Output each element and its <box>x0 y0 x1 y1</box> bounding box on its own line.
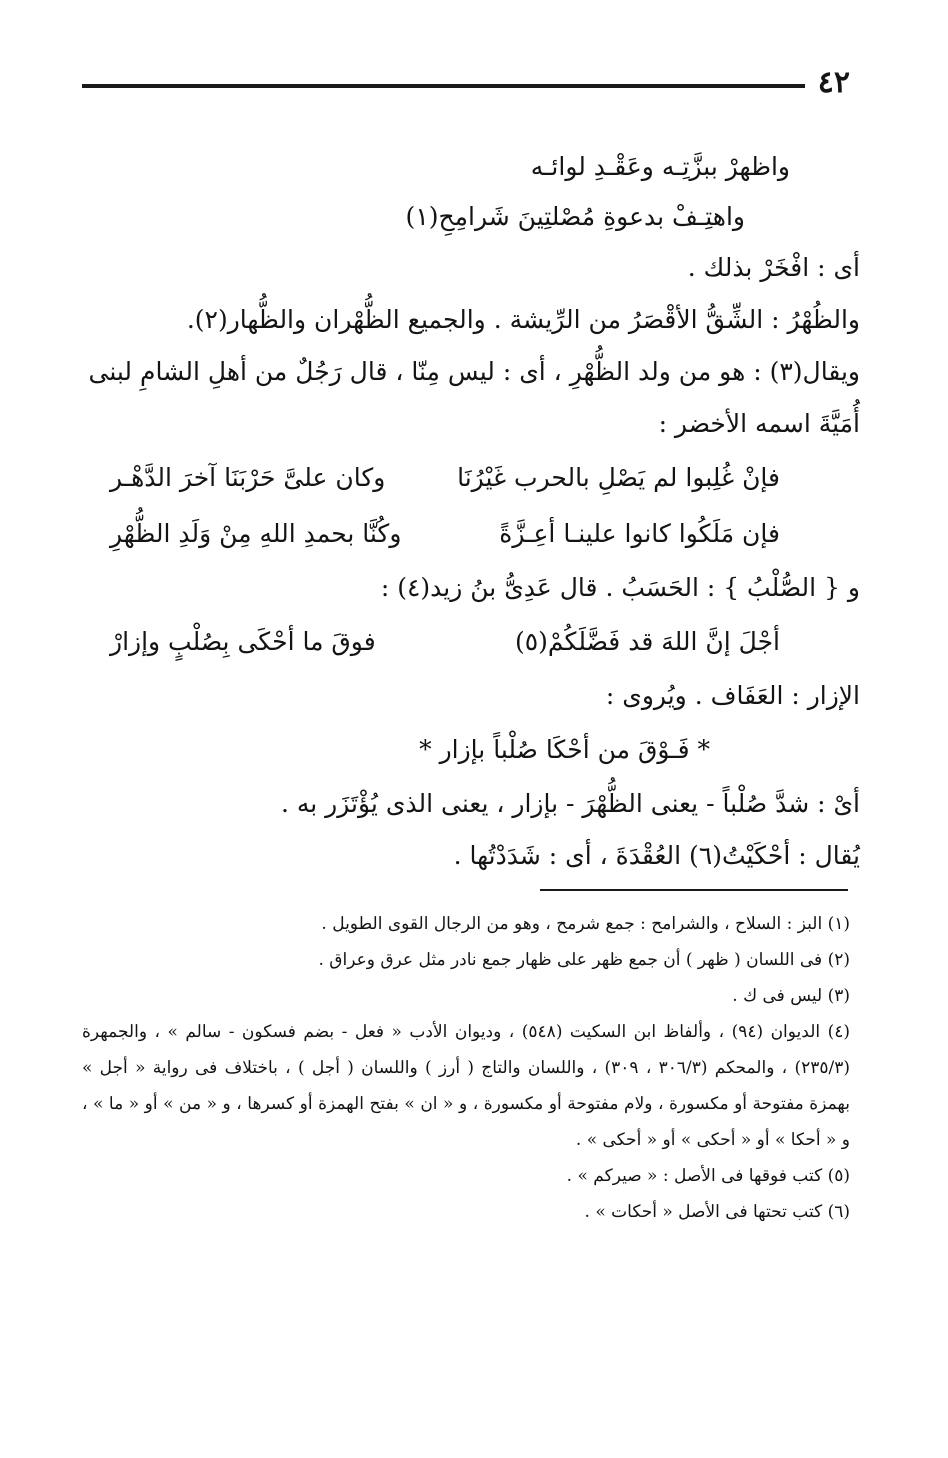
page-number: ٤٢ <box>817 65 850 100</box>
couplet-3-first-hemistich: أجْلَ إنَّ اللهَ قد فَضَّلَكُمْ(٥) <box>514 627 780 656</box>
couplet-3-second-hemistich: فوقَ ما أحْكَى بِصُلْبٍ وإزارْ <box>110 627 376 656</box>
poem-line-2: واهتِـفْ بدعوةِ مُصْلتِينَ شَرامِحِ(١) <box>405 202 745 231</box>
paragraph-5: الإزار : العَفَاف . ويُروى : <box>605 681 860 710</box>
couplet-2-second-hemistich: وكُنَّا بحمدِ اللهِ مِنْ وَلَدِ الظُّهْرِ <box>110 519 402 548</box>
couplet-2-first-hemistich: فإن مَلَكُوا كانوا علينـا أعِـزَّةً <box>499 519 780 548</box>
footnote-2: (٢) فى اللسان ( ظهر ) أن جمع ظهر على ظهار جمع نادر مثل عرق وعراق . <box>318 950 850 970</box>
couplet-3 <box>110 614 860 670</box>
paragraph-7: يُقال : أحْكَيْتُ(٦) العُقْدَةَ ، أى : شَدَدْتُها . <box>453 841 860 870</box>
poem-line-1: واظهرْ ببزَّتِـه وعَقْـدِ لوائـه <box>530 152 790 181</box>
couplet-2 <box>110 506 860 562</box>
paragraph-6: أىْ : شدَّ صُلْباً - يعنى الظُّهْرَ - بإزار ، يعنى الذى يُؤْتَزَر به . <box>280 789 860 818</box>
paragraph-2: والظُهْرُ : الشِّقُّ الأقْصَرُ من الرِّيشة . والجميع الظُّهْران والظُّهار(٢). <box>186 305 860 334</box>
couplet-1-second-hemistich: وكان علىَّ حَرْبَنَا آخرَ الدَّهْـر <box>110 463 386 492</box>
footnote-4: (٤) الديوان (٩٤) ، وألفاظ ابن السكيت (٥٤٨) ، وديوان الأدب « فعل - بضم فسكون - سالم » ، والجمهرة (٢٣٥/٣) ، والمحكم (٣٠٦/٣ ، ٣٠٩) ، واللسان والتاج ( أرز ) واللسان ( أجل ) ، باختلاف فى رواية « أجل » بهمزة مفتوحة أو مكسورة ، ولام مفتوحة أو مكسورة ، و « ان » بفتح الهمزة أو كسرها ، و « من » أو « ما » ، و « أحكا » أو « أحكى » أو « أحكى » . <box>82 1022 851 1150</box>
footnote-6: (٦) كتب تحتها فى الأصل « أحكات » . <box>584 1202 850 1222</box>
footnote-1: (١) البز : السلاح ، والشرامح : جمع شرمح ، وهو من الرجال القوى الطويل . <box>321 914 850 934</box>
paragraph-1: أى : افْخَرْ بذلك . <box>687 253 860 282</box>
footnote-3: (٣) ليس فى ك . <box>732 986 850 1006</box>
paragraph-4: و { الصُّلْبُ } : الحَسَبُ . قال عَدِىُّ بنُ زيد(٤) : <box>380 573 860 602</box>
single-verse: * فَـوْقَ من أحْكَا صُلْباً بإزار * <box>419 735 710 764</box>
paragraph-3-line-2: أُمَيَّةَ اسمه الأخضر : <box>658 409 860 438</box>
footnote-5: (٥) كتب فوقها فى الأصل : « صيركم » . <box>566 1166 850 1186</box>
footnotes <box>82 906 850 1230</box>
couplet-1-first-hemistich: فإنْ غُلِبوا لم يَصْلِ بالحرب غَيْرُنَا <box>457 463 780 492</box>
paragraph-3-line-1: ويقال(٣) : هو من ولد الظُّهْرِ ، أى : ليس مِنّا ، قال رَجُلٌ من أهلِ الشامِ لبنى <box>88 357 860 386</box>
header-rule <box>82 84 805 88</box>
main-text <box>88 142 860 882</box>
couplet-1 <box>110 450 860 506</box>
footnote-rule <box>540 889 848 891</box>
